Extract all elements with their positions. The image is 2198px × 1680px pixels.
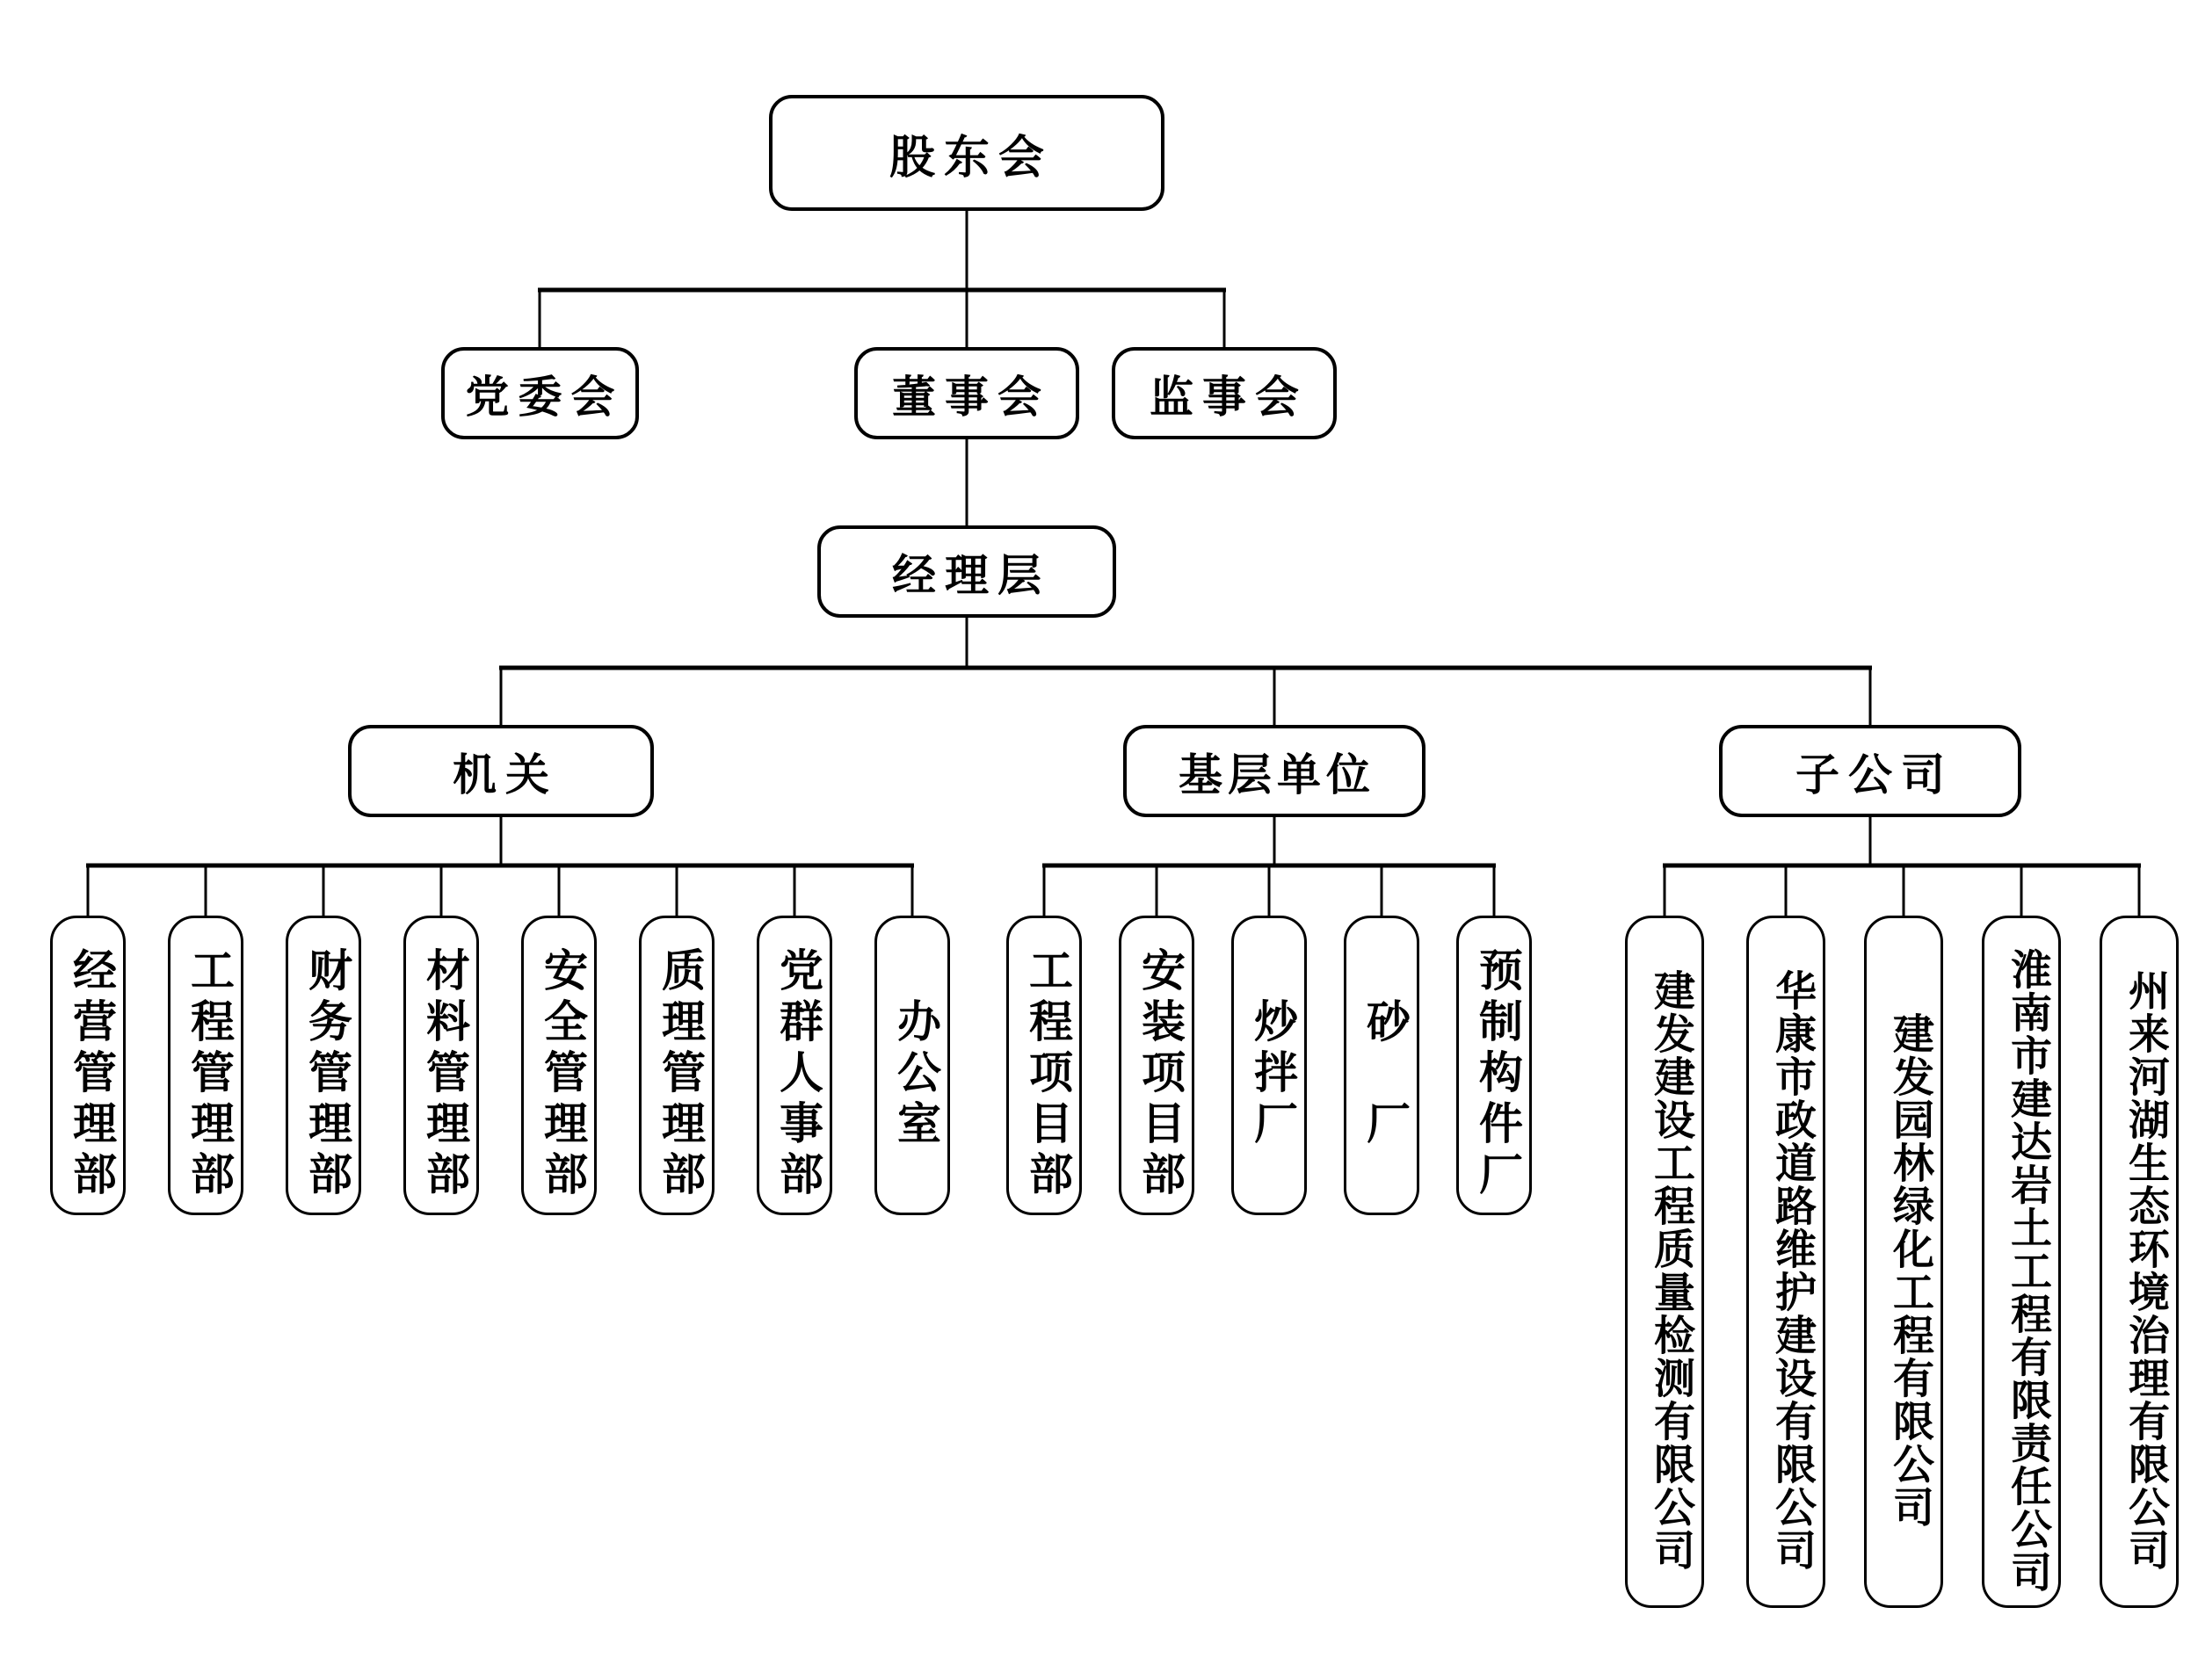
dept-materials-management: 材料管理部 bbox=[403, 916, 479, 1215]
sub-zhoulai-eco-environment: 州来河湖生态环境治理有限公司 bbox=[2100, 916, 2179, 1608]
dept-business-management: 经营管理部 bbox=[50, 916, 126, 1215]
dept-party-personnel: 党群人事部 bbox=[757, 916, 832, 1215]
branch-subsidiaries: 子公司 bbox=[1719, 725, 2021, 817]
unit-installation-project: 安装项目部 bbox=[1119, 916, 1194, 1215]
dept-general-office: 办公室 bbox=[874, 916, 950, 1215]
dept-safety-management: 安全管理部 bbox=[521, 916, 597, 1215]
node-board-of-directors: 董事会 bbox=[854, 347, 1079, 439]
unit-engineering-project: 工程项目部 bbox=[1006, 916, 1082, 1215]
unit-sand-plant: 砂 厂 bbox=[1344, 916, 1419, 1215]
sub-huainan-jianda-geotech: 淮南市建达岩土工程有限责任公司 bbox=[1982, 916, 2061, 1608]
node-shareholders-meeting: 股东会 bbox=[769, 95, 1164, 211]
branch-grassroots-units: 基层单位 bbox=[1123, 725, 1425, 817]
unit-mixing-plant: 炒拌厂 bbox=[1231, 916, 1307, 1215]
unit-precast-components-plant: 预制构件厂 bbox=[1456, 916, 1532, 1215]
dept-engineering-management: 工程管理部 bbox=[168, 916, 243, 1215]
branch-head-office: 机关 bbox=[348, 725, 654, 817]
node-party-committee: 党委会 bbox=[441, 347, 639, 439]
sub-huakang-road-maintenance: 华康市政道路维护建设有限公司 bbox=[1746, 916, 1825, 1608]
dept-quality-management: 质理管理部 bbox=[639, 916, 715, 1215]
dept-finance-management: 财务管理部 bbox=[286, 916, 361, 1215]
node-management-level: 经理层 bbox=[817, 525, 1116, 618]
node-supervisory-board: 监事会 bbox=[1112, 347, 1337, 439]
sub-jianfa-landscaping: 建发园林绿化工程有限公司 bbox=[1864, 916, 1943, 1608]
sub-jianfa-quality-testing: 建发建设工程质量检测有限公司 bbox=[1625, 916, 1704, 1608]
